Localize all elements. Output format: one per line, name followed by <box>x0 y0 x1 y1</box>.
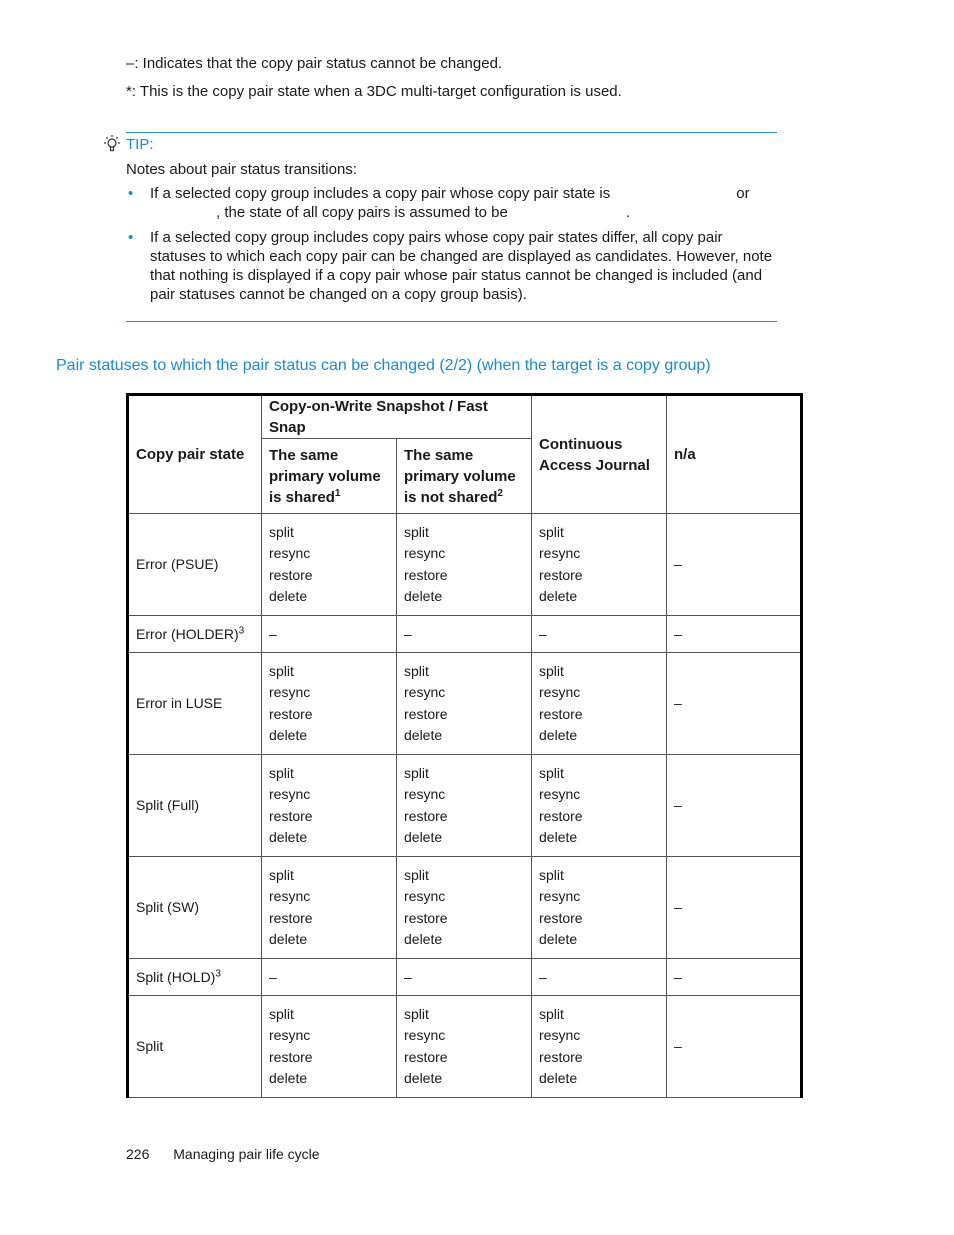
operations-cell <box>532 514 667 616</box>
no-change-cell: – <box>667 514 802 616</box>
no-change-cell: – <box>667 996 802 1098</box>
operation-item: split <box>404 523 429 540</box>
state-text: Error (PSUE) <box>136 556 219 572</box>
state-cell <box>128 653 262 755</box>
state-cell <box>128 996 262 1098</box>
header-not-shared-text: The same primary volume is not shared <box>404 446 516 506</box>
operations-cell <box>397 755 532 857</box>
state-text: Error in LUSE <box>136 695 223 711</box>
operation-item: resync <box>539 888 581 904</box>
operations-cell <box>532 996 667 1098</box>
operation-item: resync <box>269 684 311 700</box>
section-title: Pair statuses to which the pair status can be changed (2/2) (when the target is a copy group) <box>56 357 711 374</box>
operation-item: delete <box>269 727 308 743</box>
operation-item: resync <box>539 786 581 802</box>
bullet: • <box>128 229 134 246</box>
operation-item: delete <box>539 588 578 604</box>
operations-cell <box>262 857 397 959</box>
operation-item: delete <box>269 931 308 947</box>
footnote-ref: 3 <box>238 624 245 636</box>
header-shared <box>262 439 397 514</box>
table-body <box>128 514 802 1098</box>
no-change-cell: – <box>667 959 802 996</box>
state-text: Error (HOLDER) <box>136 625 239 642</box>
operation-item: restore <box>539 807 583 824</box>
operation-item: resync <box>539 684 581 700</box>
state-cell <box>128 755 262 857</box>
operation-item: split <box>539 866 564 883</box>
operation-item: delete <box>404 588 443 604</box>
operation-item: split <box>539 764 564 781</box>
table-row <box>128 996 802 1098</box>
state-cell <box>128 857 262 959</box>
operation-item: delete <box>269 588 308 604</box>
footnote-ref: 3 <box>215 967 221 979</box>
tip-intro: Notes about pair status transitions: <box>126 161 357 178</box>
chapter-title: Managing pair life cycle <box>173 1146 320 1162</box>
operation-item: split <box>404 662 429 679</box>
operation-item: restore <box>269 566 313 583</box>
operation-item: restore <box>404 807 448 824</box>
dash-legend-note: –: Indicates that the copy pair status cannot be changed. <box>126 55 503 72</box>
state-text: Split (SW) <box>136 899 199 915</box>
operation-item: split <box>269 523 294 540</box>
operation-item: split <box>404 866 429 883</box>
operation-item: restore <box>269 1048 313 1065</box>
operations-cell <box>532 755 667 857</box>
operation-item: split <box>539 523 564 540</box>
footnote-1: 1 <box>334 487 341 499</box>
operation-item: restore <box>539 909 583 926</box>
table-row <box>128 514 802 616</box>
state-cell <box>128 959 262 996</box>
operation-item: resync <box>404 684 446 700</box>
operation-item: restore <box>269 909 313 926</box>
no-change-cell: – <box>397 959 532 996</box>
star-legend-note: *: This is the copy pair state when a 3DC multi-target configuration is used. <box>126 83 622 100</box>
operations-cell <box>262 653 397 755</box>
operation-item: split <box>539 1005 564 1022</box>
operations-cell <box>397 857 532 959</box>
tip-item-1 <box>126 184 781 222</box>
operation-item: resync <box>269 545 311 561</box>
operation-item: resync <box>539 545 581 561</box>
state-text: Split <box>136 1038 164 1054</box>
tip-bottom-rule <box>126 321 777 322</box>
operation-item: delete <box>539 931 578 947</box>
operation-item: split <box>269 662 294 679</box>
table-row <box>128 755 802 857</box>
operation-item: delete <box>404 1070 443 1086</box>
operation-item: delete <box>404 829 443 845</box>
operation-item: split <box>269 866 294 883</box>
tip-top-rule <box>126 132 777 133</box>
tip-item-1-text-c: , the state of all copy pairs is assumed to be <box>216 204 508 221</box>
header-shared-text: The same primary volume is shared <box>269 446 381 506</box>
tip-item-2 <box>126 228 781 304</box>
operations-cell <box>532 857 667 959</box>
operation-item: restore <box>539 566 583 583</box>
state-text: Split (HOLD) <box>136 968 216 985</box>
page-number: 226 <box>126 1146 150 1162</box>
no-change-cell: – <box>667 616 802 653</box>
operation-item: resync <box>404 888 446 904</box>
header-na: n/a <box>667 395 802 514</box>
operation-item: delete <box>269 1070 308 1086</box>
operation-item: restore <box>404 1048 448 1065</box>
operation-item: restore <box>539 1048 583 1065</box>
operation-item: resync <box>539 1027 581 1043</box>
operation-item: resync <box>404 1027 446 1043</box>
header-copy-pair-state: Copy pair state <box>128 395 262 514</box>
tip-list <box>126 184 781 310</box>
operations-cell <box>262 755 397 857</box>
no-change-cell: – <box>397 616 532 653</box>
operation-item: restore <box>269 807 313 824</box>
operation-item: split <box>269 1005 294 1022</box>
state-cell <box>128 616 262 653</box>
no-change-cell: – <box>532 616 667 653</box>
operation-item: split <box>539 662 564 679</box>
operation-item: restore <box>539 705 583 722</box>
operation-item: delete <box>539 829 578 845</box>
operation-item: delete <box>539 1070 578 1086</box>
operation-item: restore <box>404 705 448 722</box>
operations-cell <box>262 514 397 616</box>
tip-item-1-text-d: . <box>625 204 630 221</box>
table-row <box>128 857 802 959</box>
table-row <box>128 959 802 996</box>
state-cell <box>128 514 262 616</box>
operation-item: resync <box>404 786 446 802</box>
no-change-cell: – <box>667 653 802 755</box>
header-caj: Continuous Access Journal <box>532 395 667 514</box>
operations-cell <box>262 996 397 1098</box>
state-text: Split (Full) <box>136 797 200 813</box>
header-row-top <box>128 395 802 439</box>
table-row <box>128 616 802 653</box>
no-change-cell: – <box>262 616 397 653</box>
operations-cell <box>532 653 667 755</box>
page-footer <box>126 1144 320 1164</box>
operation-item: resync <box>269 888 311 904</box>
lightbulb-icon <box>102 134 122 154</box>
tip-item-2-text: If a selected copy group includes copy pairs whose copy pair states differ, all copy pair statuses to which each copy pair can be changed are displayed as candidates. However, note that nothing is displayed if a copy pair whose pair status cannot be changed is included (and pair statuses cannot be changed on a copy group basis). <box>150 229 773 303</box>
operation-item: restore <box>404 909 448 926</box>
tip-label: TIP: <box>126 136 154 153</box>
no-change-cell: – <box>262 959 397 996</box>
operations-cell <box>397 514 532 616</box>
bullet: • <box>128 185 134 202</box>
operation-item: delete <box>269 829 308 845</box>
operations-cell <box>397 653 532 755</box>
operation-item: resync <box>269 786 311 802</box>
header-cow-group: Copy-on-Write Snapshot / Fast Snap <box>262 395 532 439</box>
operation-item: resync <box>269 1027 311 1043</box>
no-change-cell: – <box>667 755 802 857</box>
operation-item: restore <box>269 705 313 722</box>
no-change-cell: – <box>667 857 802 959</box>
operation-item: split <box>404 764 429 781</box>
footnote-2: 2 <box>497 487 503 499</box>
operation-item: split <box>404 1005 429 1022</box>
operation-item: delete <box>404 931 443 947</box>
operation-item: delete <box>539 727 578 743</box>
operation-item: delete <box>404 727 443 743</box>
tip-item-1-text-a: If a selected copy group includes a copy pair whose copy pair state is <box>150 185 611 202</box>
operation-item: restore <box>404 566 448 583</box>
operation-item: split <box>269 764 294 781</box>
table-row <box>128 653 802 755</box>
tip-item-1-text-b: or <box>736 185 750 202</box>
operations-cell <box>397 996 532 1098</box>
pair-status-table <box>126 393 803 1098</box>
operation-item: resync <box>404 545 446 561</box>
header-not-shared <box>397 439 532 514</box>
no-change-cell: – <box>532 959 667 996</box>
